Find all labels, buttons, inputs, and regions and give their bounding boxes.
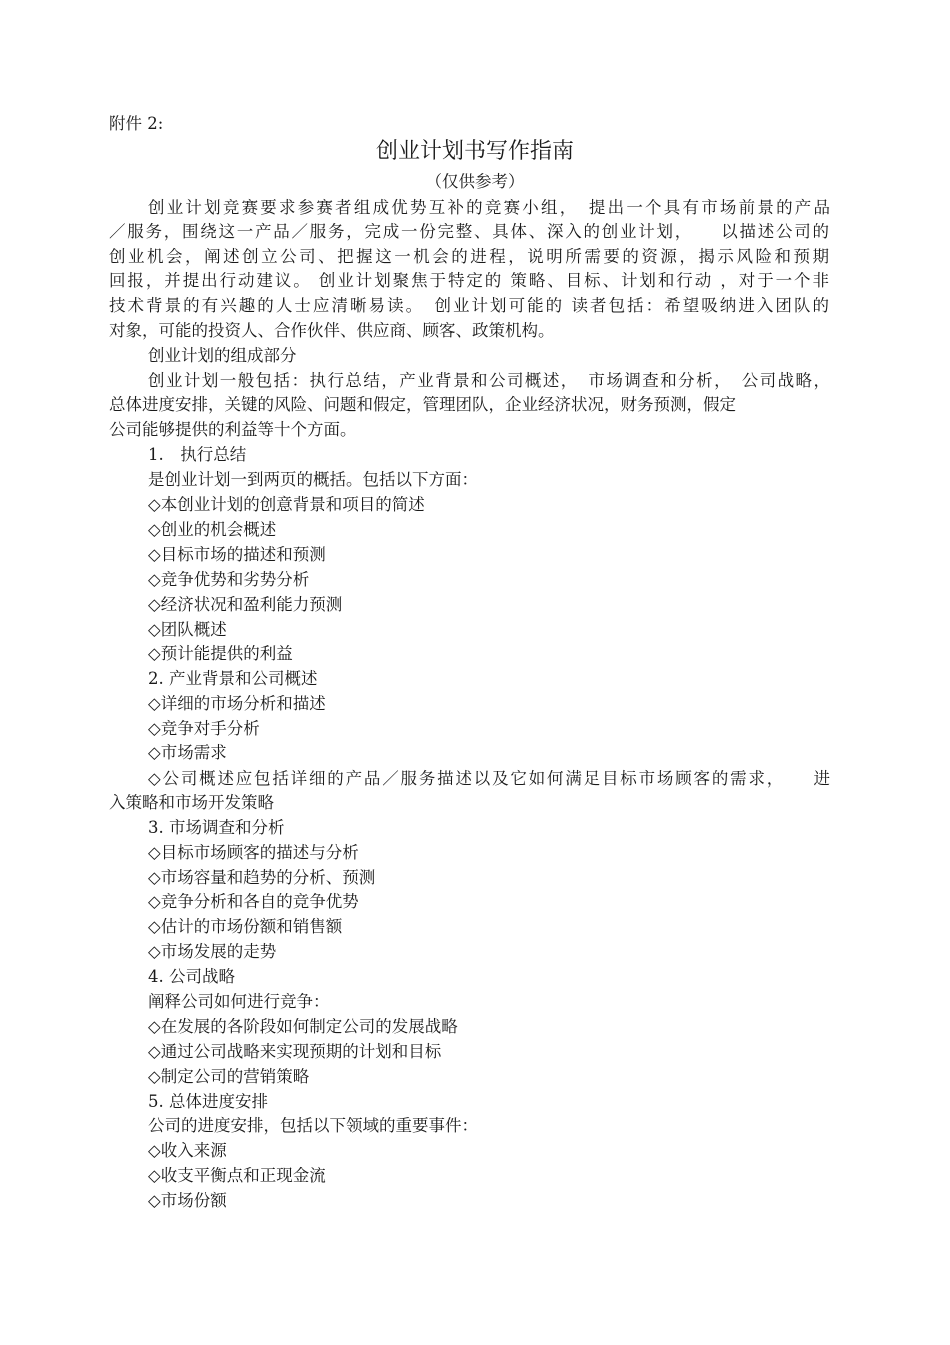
components-line: 创业计划一般包括：执行总结，产业背景和公司概述， 市场调查和分析， 公司战略， [148,371,830,390]
list-item: ◇估计的市场份额和销售额 [148,917,343,936]
list-item: ◇收支平衡点和正现金流 [148,1166,326,1185]
section-description: 阐释公司如何进行竞争： [148,992,330,1011]
list-item: ◇通过公司战略来实现预期的计划和目标 [148,1042,442,1061]
list-item: ◇本创业计划的创意背景和项目的简述 [148,495,425,514]
list-item: ◇市场发展的走势 [148,942,277,961]
components-line: 公司能够提供的利益等十个方面。 [109,420,357,439]
intro-line: 创业计划竞赛要求参赛者组成优势互补的竞赛小组， 提出一个具有市场前景的产品 [148,198,830,217]
list-item: ◇目标市场顾客的描述与分析 [148,843,359,862]
list-item: ◇市场容量和趋势的分析、预测 [148,868,376,887]
list-item: ◇详细的市场分析和描述 [148,694,326,713]
list-item: ◇公司概述应包括详细的产品／服务描述以及它如何满足目标市场顾客的需求， 进 [148,769,830,788]
document-subtitle: （仅供参考） [425,172,525,191]
list-item: ◇市场份额 [148,1191,227,1210]
intro-line: 回报，并提出行动建议。 创业计划聚焦于特定的 策略、目标、计划和行动 ，对于一个非 [109,271,829,290]
intro-line: ／服务，围绕这一产品／服务，完成一份完整、具体、深入的创业计划， 以描述公司的 [109,222,829,241]
list-item: ◇收入来源 [148,1141,227,1160]
section-heading: 2. 产业背景和公司概述 [148,669,318,688]
components-heading: 创业计划的组成部分 [148,346,297,365]
intro-line: 技术背景的有兴趣的人士应清晰易读。 创业计划可能的 读者包括：希望吸纳进入团队的 [109,296,829,315]
list-item: ◇目标市场的描述和预测 [148,545,326,564]
list-item: ◇竞争分析和各自的竞争优势 [148,892,359,911]
section-heading: 4. 公司战略 [148,967,235,986]
section-description: 公司的进度安排，包括以下领域的重要事件： [148,1116,478,1135]
list-item: ◇制定公司的营销策略 [148,1067,310,1086]
list-item-continuation: 入策略和市场开发策略 [109,793,274,812]
list-item: ◇团队概述 [148,620,227,639]
intro-line: 对象，可能的投资人、合作伙伴、供应商、顾客、政策机构。 [109,321,555,340]
list-item: ◇竞争对手分析 [148,719,260,738]
intro-line: 创业机会，阐述创立公司、把握这一机会的进程，说明所需要的资源，揭示风险和预期 [109,247,829,266]
components-line: 总体进度安排，关键的风险、问题和假定，管理团队，企业经济状况，财务预测，假定 [109,395,736,414]
list-item: ◇竞争优势和劣势分析 [148,570,310,589]
document-title: 创业计划书写作指南 [375,139,574,164]
list-item: ◇在发展的各阶段如何制定公司的发展战略 [148,1017,458,1036]
section-heading: 5. 总体进度安排 [148,1092,268,1111]
section-heading: 3. 市场调查和分析 [148,818,285,837]
section-description: 是创业计划一到两页的概括。包括以下方面： [148,470,478,489]
section-heading: 1. 执行总结 [148,445,247,464]
list-item: ◇预计能提供的利益 [148,644,293,663]
list-item: ◇市场需求 [148,743,227,762]
list-item: ◇经济状况和盈利能力预测 [148,595,343,614]
attachment-label: 附件 2: [109,114,164,133]
list-item: ◇创业的机会概述 [148,520,277,539]
